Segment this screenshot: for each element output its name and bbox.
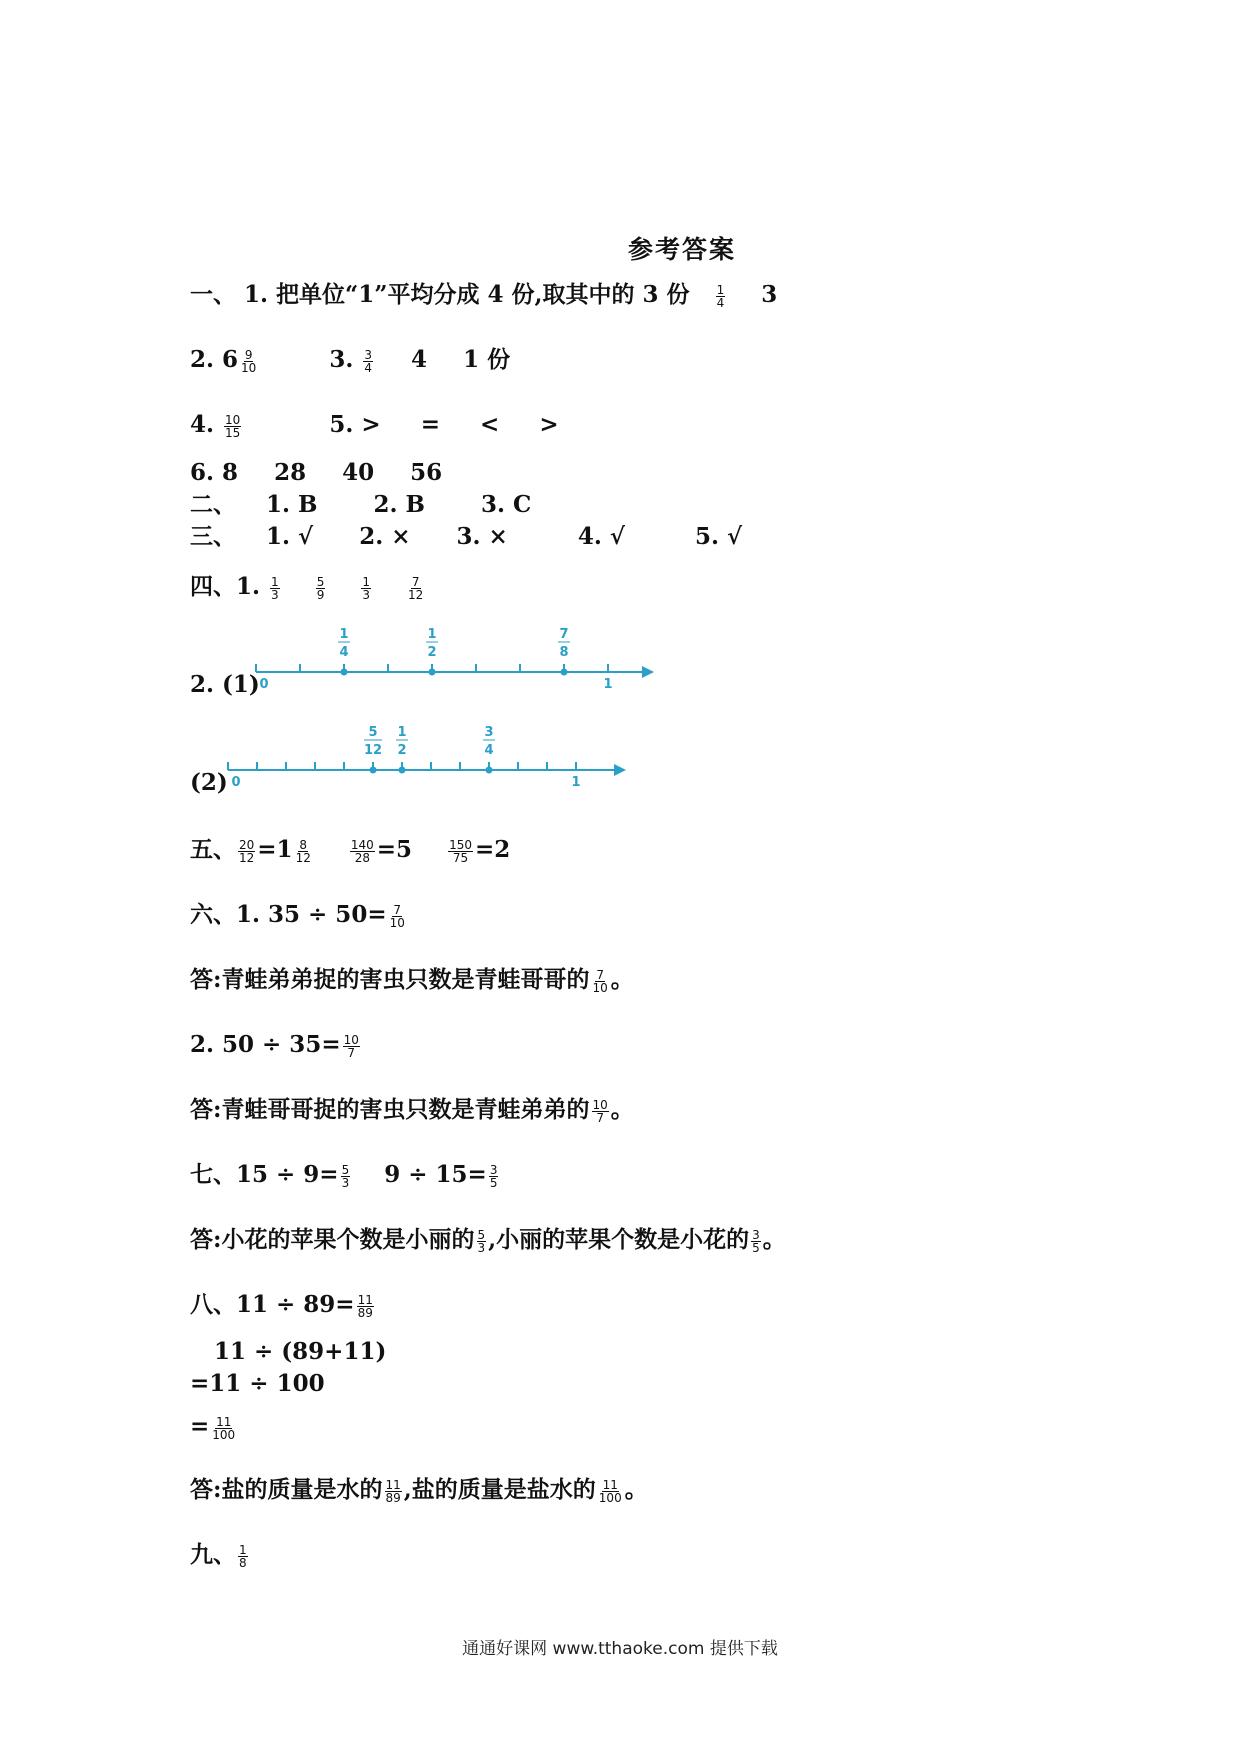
answer-3 xyxy=(190,522,742,552)
page-title: 参考答案 xyxy=(628,235,737,264)
comparison-sign: = xyxy=(420,411,440,438)
q-text: 把单位“1”平均分成 4 份,取其中的 3 份 xyxy=(276,281,690,308)
answer-text: 答:小花的苹果个数是小丽的 xyxy=(190,1226,475,1253)
point-one-half xyxy=(429,669,436,676)
q-label: 3. xyxy=(329,346,354,373)
section-label: 五、 xyxy=(190,836,236,863)
answer-8-1 xyxy=(190,1290,376,1320)
answer-6-1 xyxy=(190,900,408,930)
period: 。 xyxy=(624,1476,648,1503)
q-value: 4 xyxy=(411,346,428,373)
fraction: $\frac{5}{3}$ xyxy=(477,1227,486,1255)
period: 。 xyxy=(610,1096,634,1123)
q-label: 2. 6 xyxy=(190,346,239,373)
answer-text: 答:盐的质量是水的 xyxy=(190,1476,383,1503)
fraction: $\frac{20}{12}$ xyxy=(239,837,255,865)
point-label-den: 4 xyxy=(339,645,349,660)
answer-6-2 xyxy=(190,1030,362,1060)
answer-1-1 xyxy=(190,280,777,310)
period: 。 xyxy=(762,1226,786,1253)
q-value: 40 xyxy=(342,459,375,486)
fraction: $\frac{10}{7}$ xyxy=(343,1032,359,1060)
answer-text: 答:青蛙弟弟捉的害虫只数是青蛙哥哥的 xyxy=(190,966,590,993)
equation: = xyxy=(190,1413,210,1440)
q-value: 1 份 xyxy=(463,346,511,373)
fraction: $\frac{11}{89}$ xyxy=(357,1292,373,1320)
fraction: $\frac{3}{5}$ xyxy=(489,1162,498,1190)
fraction: $\frac{140}{28}$ xyxy=(350,837,374,865)
equation: =11 ÷ 100 xyxy=(190,1370,325,1397)
answer-8-3 xyxy=(190,1369,325,1399)
answer-1-6 xyxy=(190,458,442,488)
q-value: 3 xyxy=(761,281,778,308)
answer-6-2-reply xyxy=(190,1095,634,1125)
q-value: 2. × xyxy=(359,523,411,550)
number-line-2 xyxy=(222,718,632,798)
point-label-den: 8 xyxy=(559,645,569,660)
q-value: =2 xyxy=(475,836,511,863)
end-label: 1 xyxy=(603,677,613,692)
answer-4-1 xyxy=(190,572,426,602)
fraction: $\frac{11}{100}$ xyxy=(212,1414,236,1442)
point-five-twelfths xyxy=(370,767,377,774)
fraction: $\frac{10}{15}$ xyxy=(225,412,241,440)
fraction: $\frac{7}{12}$ xyxy=(408,574,424,602)
q-label: 一、 1. xyxy=(190,281,269,308)
footer-credit: 通通好课网 www.tthaoke.com 提供下载 xyxy=(462,1639,778,1659)
q-value: 6. 8 xyxy=(190,459,239,486)
answer-1-2-3 xyxy=(190,345,510,375)
q-label: 5. xyxy=(329,411,354,438)
equation: 11 ÷ (89+11) xyxy=(214,1338,387,1365)
fraction: $\frac{5}{3}$ xyxy=(341,1162,350,1190)
fraction: $\frac{7}{10}$ xyxy=(389,902,405,930)
answer-5 xyxy=(190,835,510,865)
point-three-quarters xyxy=(486,767,493,774)
q-label: 4. xyxy=(190,411,215,438)
point-label-den: 12 xyxy=(363,743,383,758)
fraction: $\frac{150}{75}$ xyxy=(449,837,472,865)
q-value: 1. B xyxy=(266,491,318,518)
equation: 七、15 ÷ 9= xyxy=(190,1161,339,1188)
point-seven-eighths xyxy=(561,669,568,676)
answer-7-reply xyxy=(190,1225,786,1255)
equation: 八、11 ÷ 89= xyxy=(190,1291,355,1318)
equation: 9 ÷ 15= xyxy=(384,1161,487,1188)
point-label-den: 2 xyxy=(397,743,407,758)
point-label-num: 1 xyxy=(427,627,437,642)
q-label: 2. (1) xyxy=(190,671,260,698)
fraction: $\frac{8}{12}$ xyxy=(295,837,311,865)
comparison-sign: > xyxy=(539,411,559,438)
fraction: $\frac{1}{3}$ xyxy=(362,574,371,602)
q-value: 5. √ xyxy=(695,523,743,550)
answer-8-4 xyxy=(190,1412,238,1442)
answer-8-reply xyxy=(190,1475,648,1505)
q-value: 28 xyxy=(274,459,307,486)
q-value: 56 xyxy=(410,459,443,486)
number-line-1 xyxy=(250,620,660,700)
equation: 六、1. 35 ÷ 50= xyxy=(190,901,387,928)
section-label: 三、 xyxy=(190,523,236,550)
answer-text: 答:青蛙哥哥捉的害虫只数是青蛙弟弟的 xyxy=(190,1096,590,1123)
point-one-quarter xyxy=(341,669,348,676)
fraction: $\frac{1}{8}$ xyxy=(239,1542,247,1570)
point-one-half xyxy=(399,767,406,774)
answer-2 xyxy=(190,490,531,520)
fraction: $\frac{3}{4}$ xyxy=(364,347,373,375)
answer-text: ,小丽的苹果个数是小花的 xyxy=(488,1226,750,1253)
point-label-num: 3 xyxy=(484,725,494,740)
q-value: =5 xyxy=(376,836,413,863)
answer-text: ,盐的质量是盐水的 xyxy=(403,1476,596,1503)
point-label-num: 1 xyxy=(397,725,407,740)
fraction: $\frac{1}{3}$ xyxy=(271,574,279,602)
q-value: 3. × xyxy=(456,523,508,550)
q-label: 四、1. xyxy=(190,573,261,600)
equation: 2. 50 ÷ 35= xyxy=(190,1031,341,1058)
start-label: 0 xyxy=(259,677,269,692)
fraction: $\frac{11}{89}$ xyxy=(385,1477,401,1505)
fraction: $\frac{7}{10}$ xyxy=(592,967,608,995)
point-label-num: 1 xyxy=(339,627,349,642)
fraction: $\frac{10}{7}$ xyxy=(592,1097,608,1125)
point-label-num: 7 xyxy=(559,627,569,642)
fraction: $\frac{3}{5}$ xyxy=(752,1227,760,1255)
point-label-den: 4 xyxy=(484,743,494,758)
start-label: 0 xyxy=(231,775,241,790)
answer-7 xyxy=(190,1160,500,1190)
end-label: 1 xyxy=(571,775,581,790)
answer-1-4-5 xyxy=(190,410,559,440)
answer-6-1-reply xyxy=(190,965,634,995)
fraction: $\frac{5}{9}$ xyxy=(316,574,325,602)
answer-8-2 xyxy=(214,1337,386,1367)
section-label: 九、 xyxy=(190,1541,236,1568)
q-value: 1. √ xyxy=(266,523,314,550)
fraction: $\frac{11}{100}$ xyxy=(598,1477,622,1505)
q-value: 3. C xyxy=(481,491,532,518)
point-label-den: 2 xyxy=(427,645,437,660)
comparison-sign: < xyxy=(480,411,500,438)
q-value: 2. B xyxy=(373,491,425,518)
q-value: 4. √ xyxy=(577,523,625,550)
q-value: =1 xyxy=(257,836,293,863)
comparison-sign: > xyxy=(361,411,381,438)
period: 。 xyxy=(610,966,634,993)
q-label: (2) xyxy=(190,769,228,796)
fraction: $\frac{9}{10}$ xyxy=(241,347,257,375)
point-label-num: 5 xyxy=(368,725,378,740)
section-label: 二、 xyxy=(190,491,236,518)
fraction: $\frac{1}{4}$ xyxy=(716,282,725,310)
answer-9 xyxy=(190,1540,250,1570)
